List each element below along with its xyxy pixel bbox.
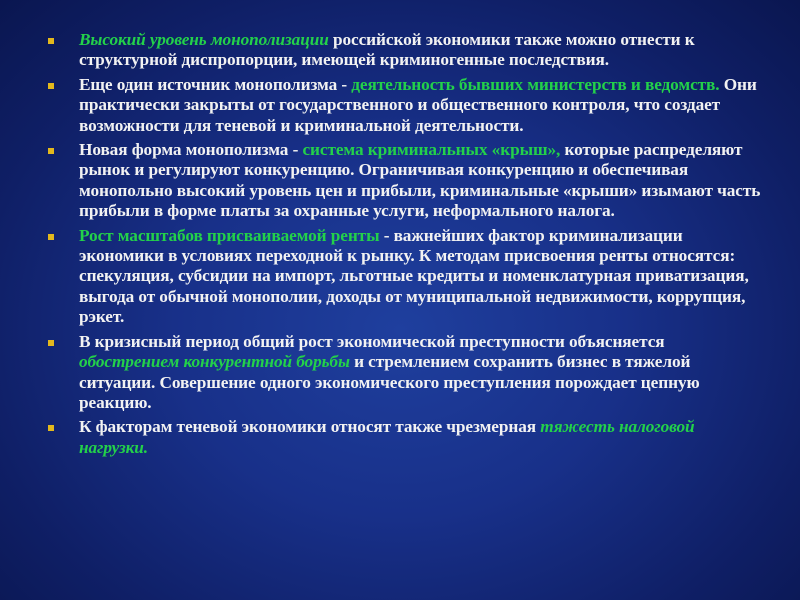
highlight-text: Высокий уровень монополизации [79, 30, 329, 49]
highlight-text: деятельность бывших министерств и ведомств. [351, 74, 720, 94]
body-text: В кризисный период общий рост экономической преступности объясняется [79, 331, 665, 351]
square-bullet-icon [48, 38, 54, 44]
bullet-item-criminal-roofs [48, 140, 766, 222]
bullet-item-monopolization-level [48, 30, 766, 71]
body-text: К факторам теневой экономики относят также чрезмерная [79, 417, 541, 437]
body-text: Новая форма монополизма - [79, 140, 303, 160]
body-text: российской экономики также можно отнести к структурной диспропорции, имеющей криминогенные последствия. [79, 30, 695, 70]
body-text: - важнейших фактор криминализации экономики в условиях переходной к рынку. К методам присвоения ренты относятся: спекуляция, субсидии на импорт, льготные кредиты и номенклатурная приватизация, выгода от обычной монополии, доходы от муниципальной недвижимости, коррупция, рэкет. [79, 225, 749, 327]
body-text: Еще один источник монополизма - [79, 74, 352, 94]
bullet-item-crisis-period [48, 332, 766, 414]
square-bullet-icon [48, 234, 54, 240]
square-bullet-icon [48, 340, 54, 346]
square-bullet-icon [48, 148, 54, 154]
highlight-text: обострением конкурентной борьбы [79, 352, 350, 372]
square-bullet-icon [48, 425, 54, 431]
highlight-text: система криминальных «крыш», [302, 140, 561, 160]
body-text: и стремлением сохранить бизнес в тяжелой ситуации. Совершение одного экономического преступления порождает цепную реакцию. [79, 352, 700, 412]
bullet-list [48, 30, 766, 462]
body-text: которые распределяют рынок и регулируют конкуренцию. Ограничивая конкуренцию и обеспечивая монопольно высокий уровень цен и прибыли, криминальные «крыши» изымают часть прибыли в форме платы за охранные услуги, неформального налога. [79, 140, 761, 221]
highlight-text: Рост масштабов присваиваемой ренты [79, 225, 380, 245]
bullet-item-ministries-source [48, 75, 766, 136]
highlight-text: тяжесть налоговой нагрузки. [79, 417, 695, 457]
bullet-item-tax-burden [48, 417, 766, 458]
square-bullet-icon [48, 83, 54, 89]
bullet-item-rent-growth [48, 226, 766, 328]
body-text: Они практически закрыты от государственного и общественного контроля, что создает возможности для теневой и криминальной деятельности. [79, 74, 757, 135]
